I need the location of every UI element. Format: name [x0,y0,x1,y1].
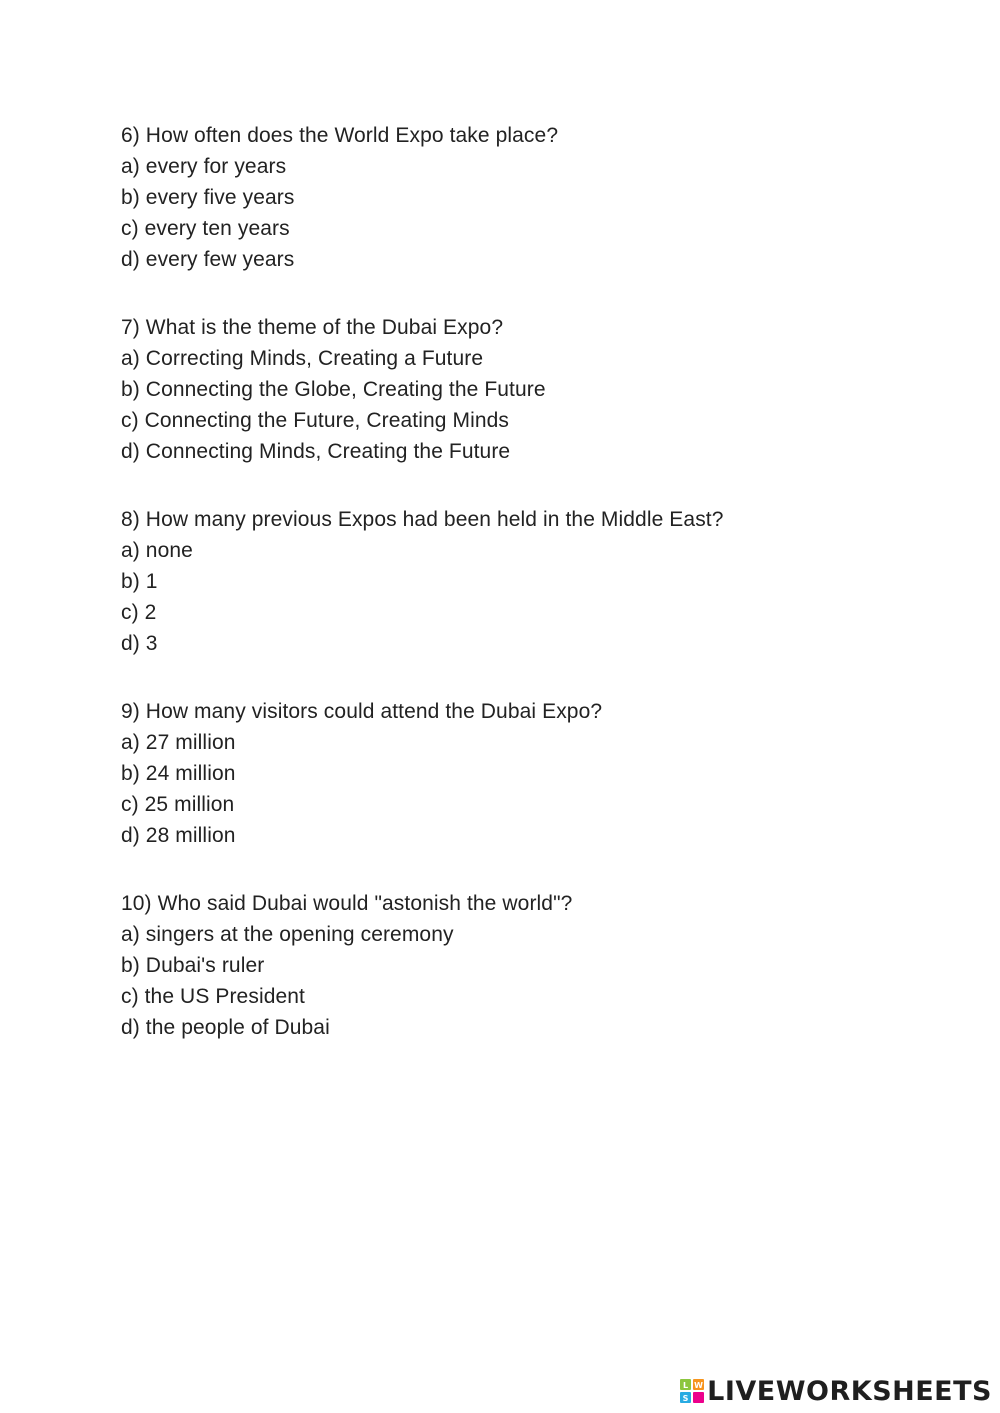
svg-text:L: L [683,1381,689,1390]
answer-option: a) every for years [121,155,287,178]
answer-option: b) Dubai's ruler [121,954,265,977]
answer-option: c) 25 million [121,793,235,816]
answer-option: d) 28 million [121,824,236,847]
question-7 [121,312,941,467]
answer-option: a) singers at the opening ceremony [121,923,454,946]
brand-name: LIVEWORKSHEETS [707,1376,992,1407]
answer-option: c) the US President [121,985,305,1008]
question-10 [121,888,941,1043]
answer-option: d) the people of Dubai [121,1016,330,1039]
question-9 [121,696,941,851]
answer-option: b) 1 [121,570,158,593]
answer-option: a) Correcting Minds, Creating a Future [121,347,484,370]
question-prompt: 10) Who said Dubai would "astonish the world"? [121,892,573,915]
worksheet [121,120,941,1080]
answer-option: b) every five years [121,186,295,209]
liveworksheets-logo-icon [680,1379,704,1405]
answer-option: b) Connecting the Globe, Creating the Future [121,378,546,401]
question-prompt: 7) What is the theme of the Dubai Expo? [121,316,504,339]
answer-option: a) none [121,539,193,562]
question-prompt: 9) How many visitors could attend the Dubai Expo? [121,700,603,723]
question-8 [121,504,941,659]
answer-option: d) 3 [121,632,158,655]
question-6 [121,120,941,275]
svg-text:W: W [694,1381,704,1390]
svg-text:S: S [682,1394,689,1403]
question-prompt: 8) How many previous Expos had been held in the Middle East? [121,508,724,531]
liveworksheets-footer [680,1377,992,1407]
answer-option: b) 24 million [121,762,236,785]
answer-option: a) 27 million [121,731,236,754]
answer-option: c) 2 [121,601,157,624]
answer-option: c) Connecting the Future, Creating Minds [121,409,510,432]
answer-option: d) Connecting Minds, Creating the Future [121,440,511,463]
answer-option: d) every few years [121,248,295,271]
answer-option: c) every ten years [121,217,290,240]
question-prompt: 6) How often does the World Expo take place? [121,124,559,147]
